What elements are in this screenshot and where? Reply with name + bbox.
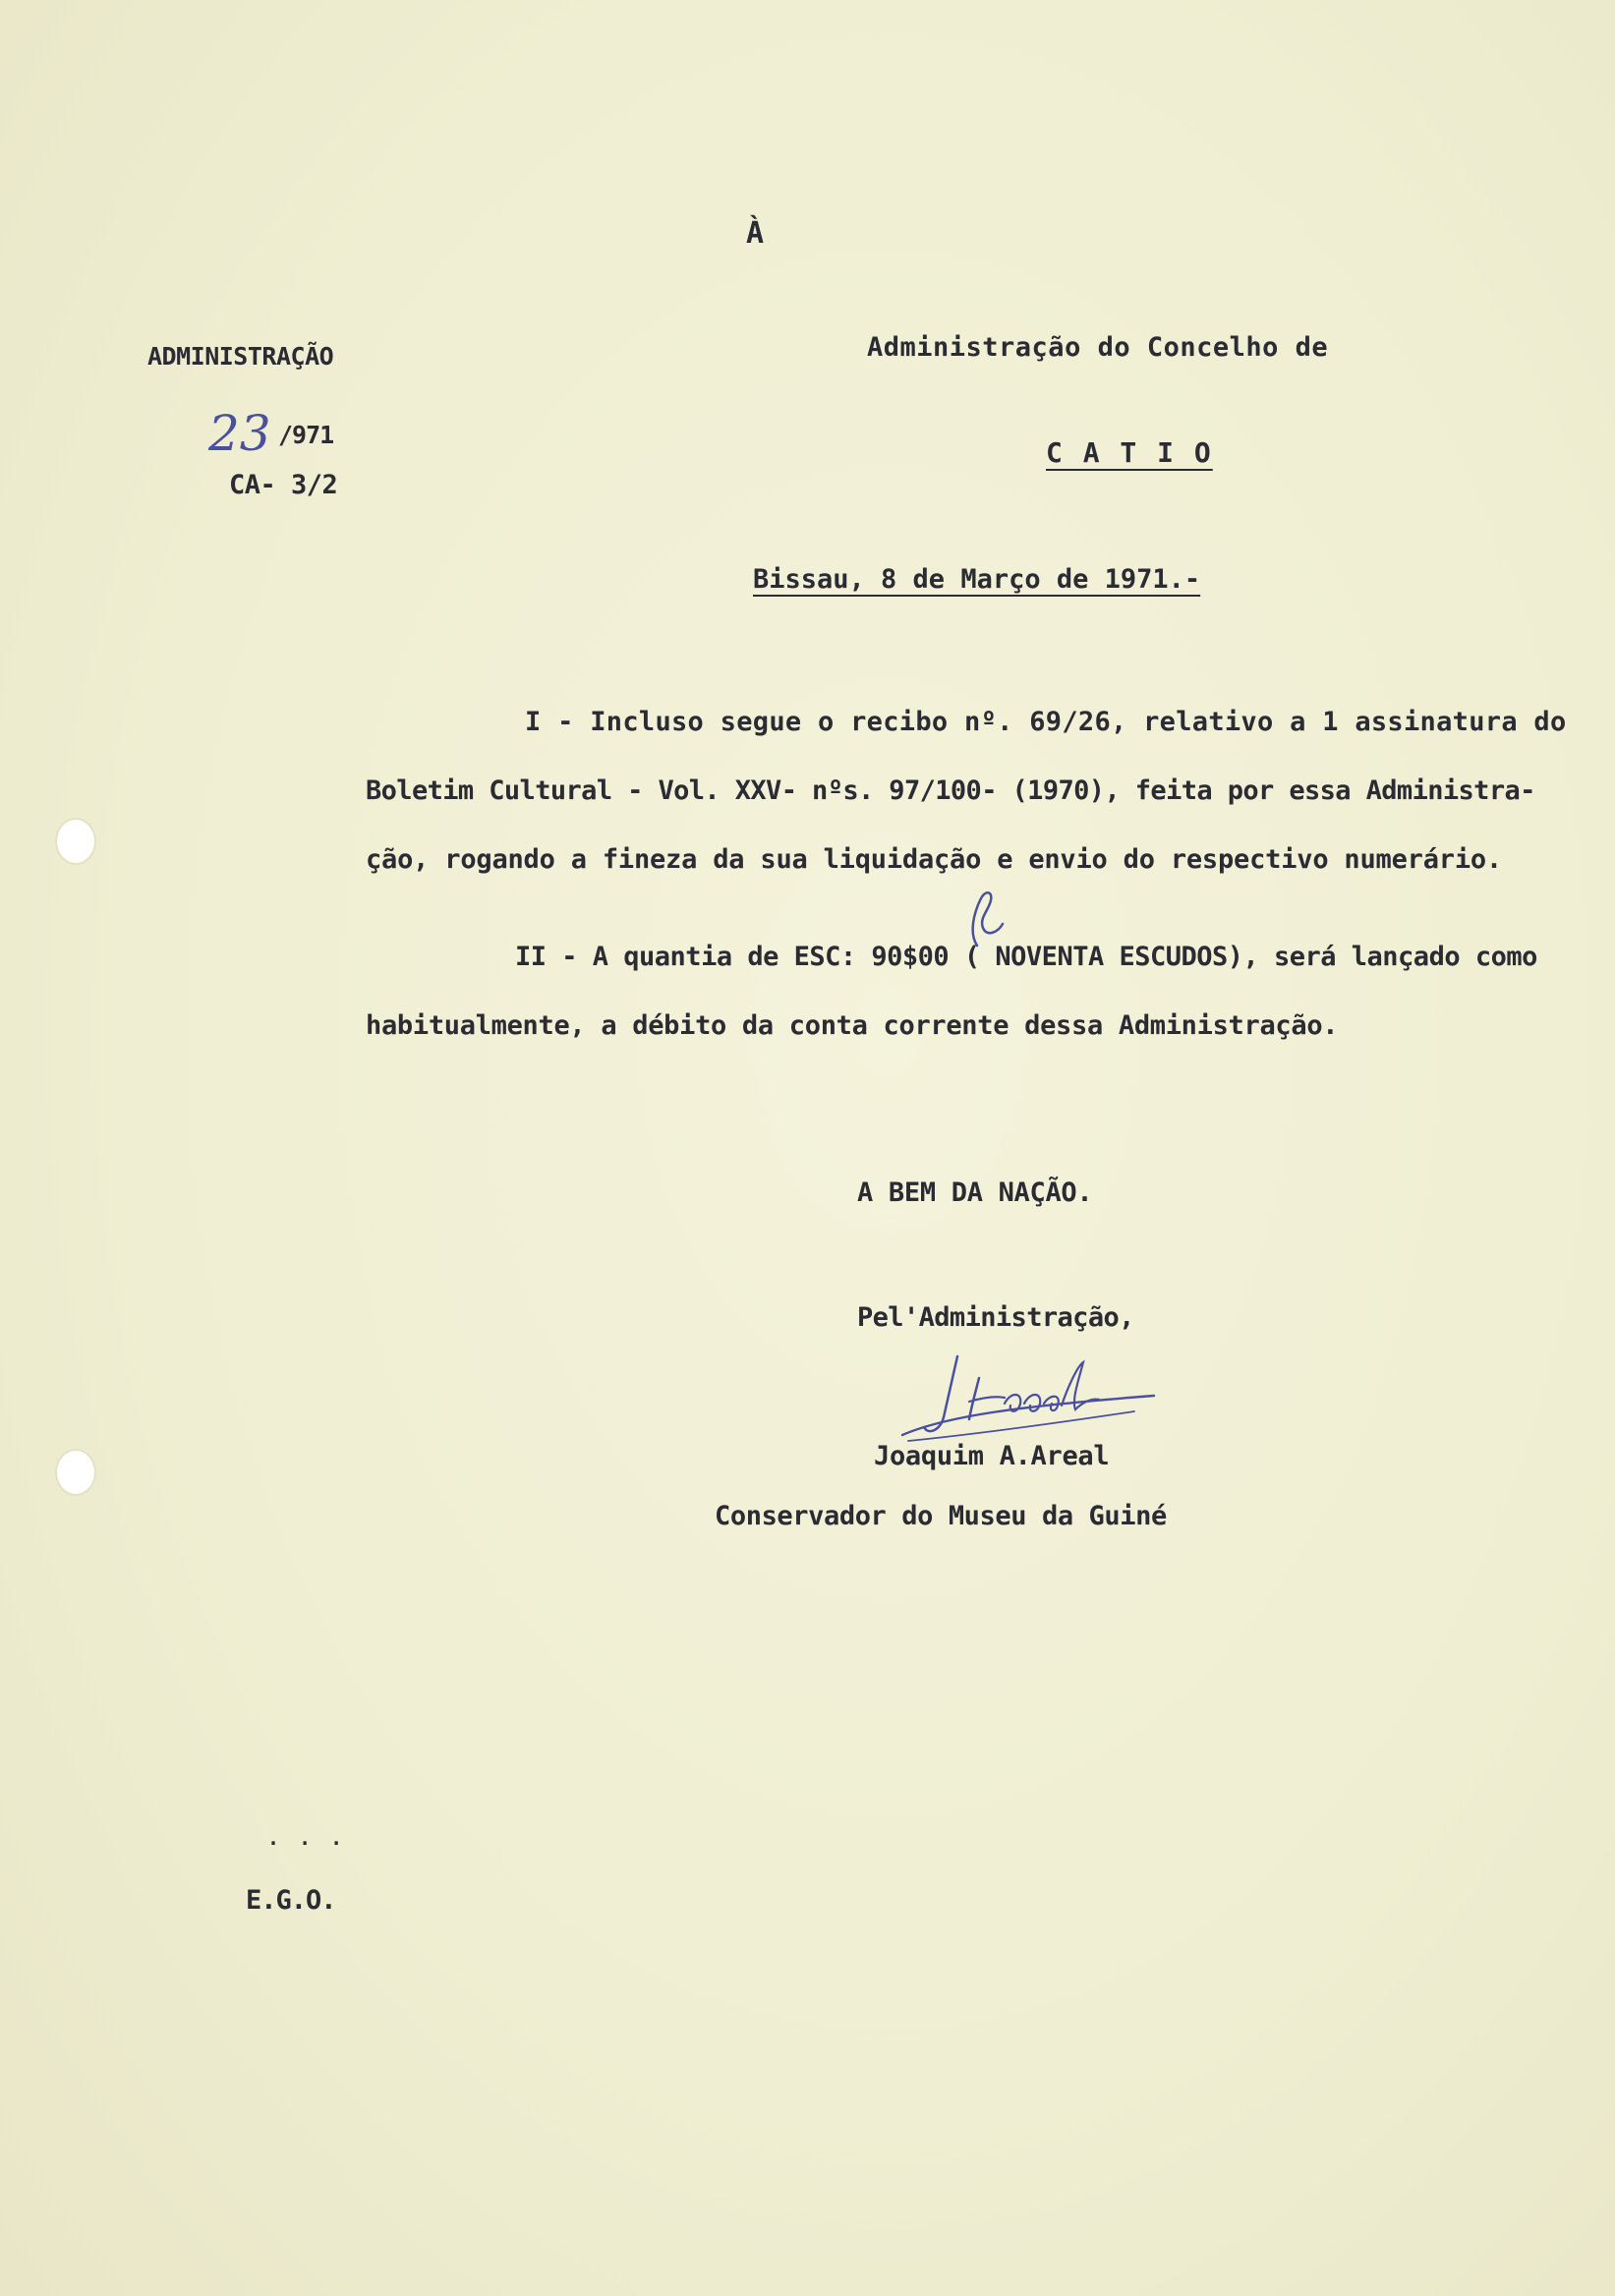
reference-number-handwritten: 23: [208, 405, 271, 462]
sender-label: ADMINISTRAÇÃO: [147, 342, 334, 371]
reference-year: /971: [278, 421, 334, 449]
footer-initials: E.G.O.: [246, 1885, 336, 1916]
paragraph-1-line-2: Boletim Cultural - Vol. XXV- nºs. 97/100- (1970), feita por essa Administra-: [366, 775, 1535, 806]
paragraph-1-line-3: ção, rogando a fineza da sua liquidação e envio do respectivo numerário.: [366, 844, 1502, 875]
closing-motto: A BEM DA NAÇÃO.: [857, 1177, 1093, 1208]
recipient-line: Administração do Concelho de: [867, 332, 1329, 363]
punch-hole-bottom: [57, 1451, 94, 1494]
paragraph-2-line-2: habitualmente, a débito da conta corrente dessa Administração.: [366, 1010, 1339, 1041]
salutation: À: [746, 216, 765, 251]
handwritten-signature: [889, 1345, 1164, 1453]
paragraph-1-line-1: I - Incluso segue o recibo nº. 69/26, relativo a 1 assinatura do: [525, 707, 1567, 737]
signatory-name: Joaquim A.Areal: [874, 1441, 1110, 1471]
reference-code: CA- 3/2: [229, 470, 338, 500]
signatory-title: Conservador do Museu da Guiné: [715, 1501, 1167, 1531]
recipient-place: C A T I O: [1046, 436, 1213, 469]
punch-hole-top: [57, 820, 94, 863]
footer-dots: . . .: [267, 1826, 347, 1850]
date-line: Bissau, 8 de Março de 1971.-: [753, 564, 1201, 595]
closing-on-behalf: Pel'Administração,: [857, 1302, 1134, 1333]
paragraph-2-line-1: II - A quantia de ESC: 90$00 ( NOVENTA ESCUDOS), será lançado como: [515, 942, 1537, 972]
